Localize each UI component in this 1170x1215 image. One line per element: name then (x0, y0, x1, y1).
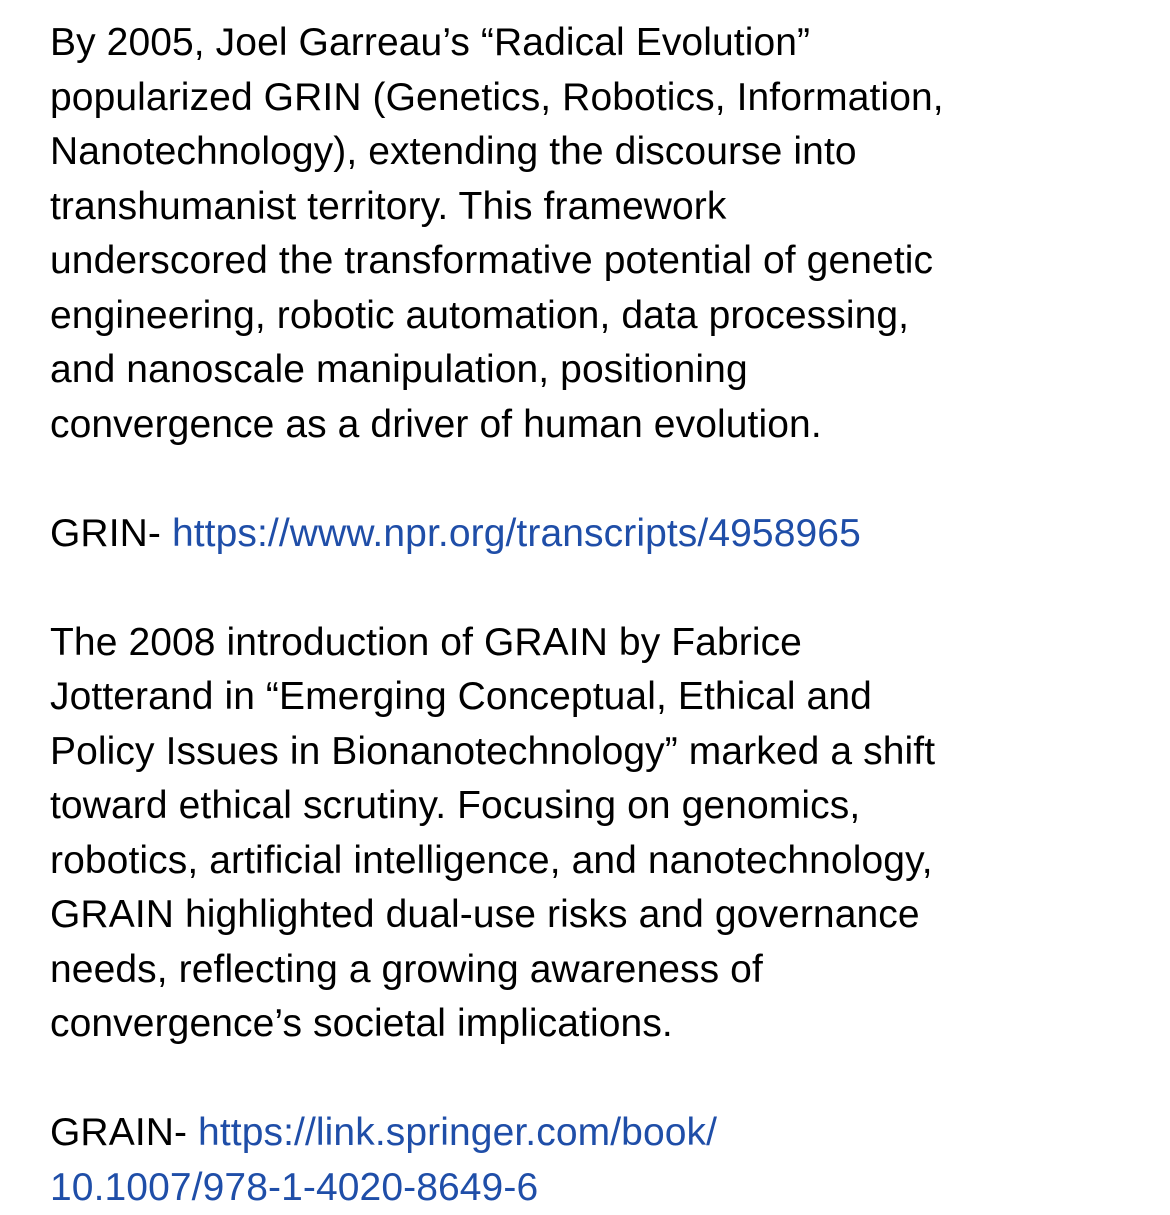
paragraph-line: popularized GRIN (Genetics, Robotics, Information, (50, 71, 1150, 126)
paragraph-line: convergence as a driver of human evolution. (50, 398, 1150, 453)
paragraph-line: toward ethical scrutiny. Focusing on genomics, (50, 779, 1150, 834)
grain-reference-line (50, 1161, 1150, 1215)
paragraph-line: Policy Issues in Bionanotechnology” marked a shift (50, 725, 1150, 780)
grin-link[interactable]: https://www.npr.org/transcripts/4958965 (172, 512, 861, 555)
paragraph-line: The 2008 introduction of GRAIN by Fabrice (50, 616, 1150, 671)
grain-reference (50, 1106, 1150, 1215)
paragraph-line: convergence’s societal implications. (50, 997, 1150, 1052)
paragraph-line: underscored the transformative potential of genetic (50, 234, 1150, 289)
grain-link[interactable]: https://link.springer.com/book/ (198, 1111, 717, 1154)
paragraph-radical-evolution (50, 16, 1150, 452)
paragraph-line: engineering, robotic automation, data processing, (50, 289, 1150, 344)
grin-reference-label: GRIN- (50, 512, 172, 555)
paragraph-line: robotics, artificial intelligence, and nanotechnology, (50, 834, 1150, 889)
grin-reference (50, 507, 1150, 562)
paragraph-line: transhumanist territory. This framework (50, 180, 1150, 235)
paragraph-spacer (50, 561, 1150, 616)
paragraph-line: Jotterand in “Emerging Conceptual, Ethical and (50, 670, 1150, 725)
paragraph-line: and nanoscale manipulation, positioning (50, 343, 1150, 398)
paragraph-line: Nanotechnology), extending the discourse into (50, 125, 1150, 180)
grain-reference-line (50, 1106, 1150, 1161)
paragraph-grain (50, 616, 1150, 1052)
grain-link-continuation[interactable]: 10.1007/978-1-4020-8649-6 (50, 1166, 538, 1209)
paragraph-line: GRAIN highlighted dual-use risks and governance (50, 888, 1150, 943)
note-body (50, 16, 1150, 1215)
grain-reference-label: GRAIN- (50, 1111, 198, 1154)
paragraph-spacer (50, 1052, 1150, 1107)
paragraph-spacer (50, 452, 1150, 507)
paragraph-line: needs, reflecting a growing awareness of (50, 943, 1150, 998)
paragraph-line: By 2005, Joel Garreau’s “Radical Evolution” (50, 16, 1150, 71)
